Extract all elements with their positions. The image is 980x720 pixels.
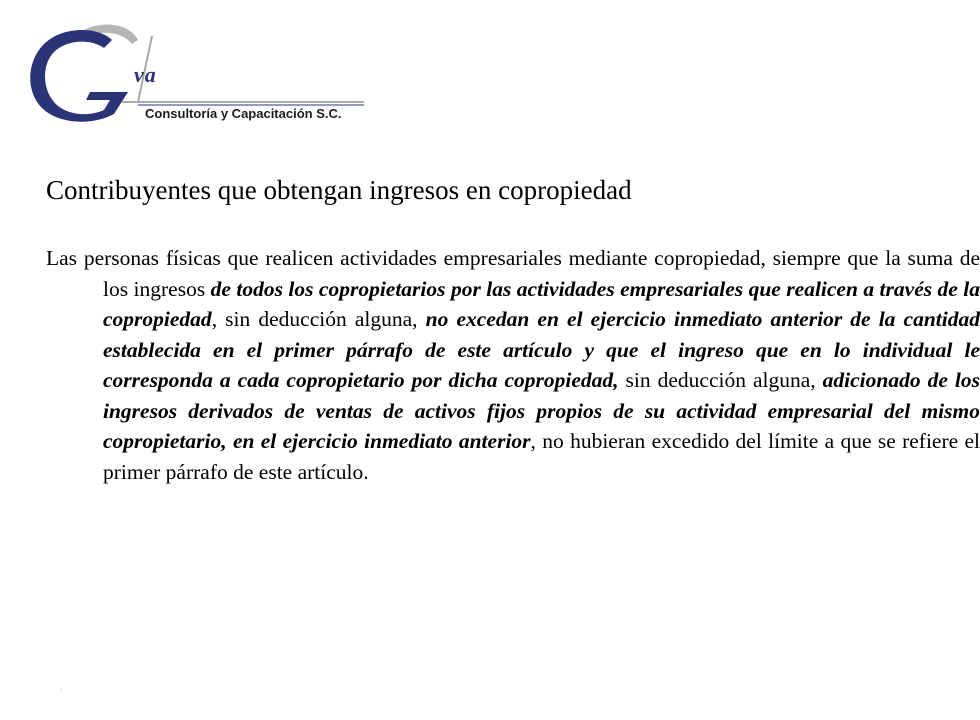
text-segment: sin deducción alguna, bbox=[618, 368, 823, 392]
body-paragraph bbox=[46, 243, 980, 487]
slide-title: Contribuyentes que obtengan ingresos en copropiedad bbox=[46, 175, 632, 205]
company-logo bbox=[22, 18, 372, 133]
text-segment: , sin deducción alguna, bbox=[211, 307, 426, 331]
emphasized-text-segment: no excedan en el ejercicio inmediato anterior de la cantidad establecida en el primer párrafo de este artículo y que el ingreso que en lo individual le corresponda a cada copropietario por dicha copropiedad, bbox=[103, 307, 980, 392]
text-segment: Las personas físicas que realicen actividades empresariales mediante copropiedad, siempre que la suma de los ingresos bbox=[46, 246, 980, 301]
logo-letters: va bbox=[134, 62, 157, 87]
emphasized-text-segment: adicionado de los ingresos derivados de ventas de activos fijos propios de su actividad empresarial del mismo copropietario, en el ejercicio inmediato anterior bbox=[103, 368, 980, 453]
logo-caption: Consultoría y Capacitación S.C. bbox=[145, 106, 342, 121]
emphasized-text-segment: de todos los copropietarios por las actividades empresariales que realicen a través de la copropiedad bbox=[103, 276, 980, 331]
footer-mark: . bbox=[60, 682, 63, 692]
text-segment: , no hubieran excedido del límite a que se refiere el primer párrafo de este artículo. bbox=[103, 429, 980, 484]
